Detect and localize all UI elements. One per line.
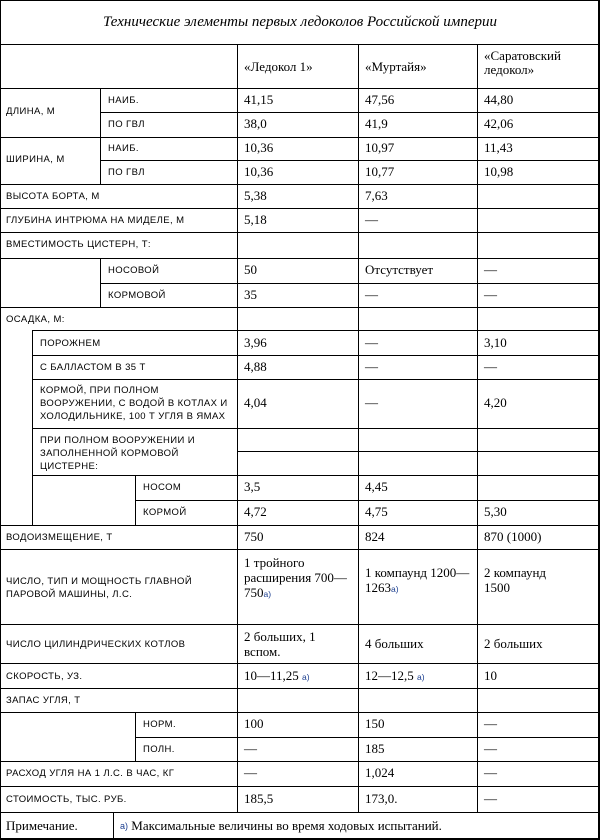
- row-divider: [0, 208, 600, 209]
- column-header-murtaya: «Муртайя»: [365, 59, 427, 74]
- row-label-displacement: ВОДОИЗМЕЩЕНИЕ, Т: [6, 532, 113, 543]
- row-sublabel: С БАЛЛАСТОМ В 35 Т: [40, 362, 146, 373]
- cell-value: 750: [244, 529, 264, 544]
- row-sublabel: НАИБ.: [108, 95, 139, 106]
- cell-value: 10,36: [244, 140, 274, 155]
- speed-value-text: 12—12,5: [365, 668, 414, 683]
- row-divider: [0, 663, 600, 664]
- row-label-board-height: ВЫСОТА БОРТА, М: [6, 191, 100, 202]
- cell-value: 3,96: [244, 335, 267, 350]
- cell-value: —: [484, 716, 497, 731]
- row-sublabel: ПО ГВЛ: [108, 119, 145, 130]
- column-divider: [113, 812, 114, 840]
- cell-value: 4,75: [365, 504, 388, 519]
- footnote-mark: a): [263, 589, 272, 599]
- cell-value: —: [484, 791, 497, 806]
- cell-value: 150: [365, 716, 385, 731]
- row-divider: [0, 137, 600, 138]
- cell-value: 50: [244, 262, 257, 277]
- row-divider: [0, 761, 600, 762]
- row-divider: [0, 786, 600, 787]
- speed-value-text: 10—11,25: [244, 668, 299, 683]
- cell-value: 10,98: [484, 164, 514, 179]
- row-sublabel: КОРМОВОЙ: [108, 290, 166, 301]
- cell-value: 3,5: [244, 479, 261, 494]
- cell-value: 173,0.: [365, 791, 398, 806]
- row-divider: [0, 258, 600, 259]
- row-label-width: ШИРИНА, М: [6, 154, 65, 165]
- cell-value: Отсутствует: [365, 262, 434, 277]
- cell-value: 100: [244, 716, 264, 731]
- cell-value: 35: [244, 287, 257, 302]
- row-divider: [100, 112, 600, 113]
- cell-value: —: [484, 359, 497, 374]
- row-sublabel: ПРИ ПОЛНОМ ВООРУЖЕНИИ И ЗАПОЛНЕННОЙ КОРМОВОЙ ЦИСТЕРНЕ:: [40, 435, 196, 472]
- row-divider: [0, 232, 600, 233]
- row-divider: [100, 283, 600, 284]
- row-label-speed: СКОРОСТЬ, УЗ.: [6, 671, 83, 682]
- cell-value: [365, 565, 470, 597]
- row-divider: [32, 355, 600, 356]
- row-divider: [135, 500, 600, 501]
- column-divider: [135, 712, 136, 761]
- column-divider: [100, 258, 101, 307]
- note-label: Примечание.: [6, 818, 78, 833]
- cell-value: 2 больших, 1 вспом.: [244, 629, 316, 659]
- footnote-mark: a): [302, 672, 310, 682]
- cell-value: 38,0: [244, 116, 267, 131]
- row-sublabel: ПОЛН.: [143, 744, 175, 755]
- column-divider: [358, 45, 359, 812]
- column-divider: [100, 88, 101, 184]
- row-divider: [32, 379, 600, 380]
- row-divider: [0, 307, 600, 308]
- cell-value: —: [365, 287, 378, 302]
- cell-value: 11,43: [484, 140, 513, 155]
- cell-value: —: [484, 765, 497, 780]
- cell-value: [244, 555, 352, 602]
- note-text: [120, 819, 442, 833]
- cell-value: —: [484, 287, 497, 302]
- cell-value: 44,80: [484, 92, 514, 107]
- cell-value: 41,9: [365, 116, 388, 131]
- cell-value: 4,20: [484, 395, 507, 410]
- row-label-draft: ОСАДКА, М:: [6, 314, 65, 325]
- engine-value-text: 1 тройного расширения 700—750: [244, 555, 347, 600]
- cell-value: 41,15: [244, 92, 274, 107]
- row-sublabel: ПО ГВЛ: [108, 167, 145, 178]
- row-divider: [237, 451, 600, 452]
- row-divider: [32, 428, 600, 429]
- cell-value: 185,5: [244, 791, 274, 806]
- row-label-tanks: ВМЕСТИМОСТЬ ЦИСТЕРН, Т:: [6, 239, 151, 250]
- cell-value: —: [365, 335, 378, 350]
- row-label-consumption: РАСХОД УГЛЯ НА 1 Л.С. В ЧАС, КГ: [6, 768, 175, 779]
- row-label-cost: СТОИМОСТЬ, ТЫС. РУБ.: [6, 794, 127, 805]
- cell-value: 5,38: [244, 188, 267, 203]
- row-divider: [32, 330, 600, 331]
- cell-value: —: [365, 395, 378, 410]
- cell-value: 10,36: [244, 164, 274, 179]
- cell-value: 3,10: [484, 335, 507, 350]
- cell-value: —: [484, 741, 497, 756]
- cell-value: 10,97: [365, 140, 395, 155]
- cell-value: 47,56: [365, 92, 395, 107]
- row-sublabel: НОРМ.: [143, 719, 177, 730]
- column-header-ledokol-1: «Ледокол 1»: [244, 59, 313, 74]
- footnote-mark: a): [120, 821, 129, 831]
- row-label-engine: ЧИСЛО, ТИП И МОЩНОСТЬ ГЛАВНОЙ ПАРОВОЙ МАШИНЫ, Л.С.: [6, 576, 193, 600]
- column-divider: [237, 45, 238, 812]
- row-sublabel: НАИБ.: [108, 143, 139, 154]
- cell-value: —: [484, 262, 497, 277]
- cell-value: 4,04: [244, 395, 267, 410]
- cell-value: 4,88: [244, 359, 267, 374]
- cell-value: 5,30: [484, 504, 507, 519]
- row-sublabel: НОСОВОЙ: [108, 265, 160, 276]
- row-divider: [135, 737, 600, 738]
- cell-value: 870 (1000): [484, 529, 542, 544]
- row-divider: [0, 184, 600, 185]
- cell-value: 5,18: [244, 212, 267, 227]
- cell-value: 185: [365, 741, 385, 756]
- cell-value: [365, 669, 425, 684]
- row-divider: [0, 812, 600, 813]
- column-divider: [477, 45, 478, 812]
- cell-value: 4,45: [365, 479, 388, 494]
- cell-value: 10: [484, 668, 497, 683]
- row-divider: [0, 624, 600, 625]
- row-sublabel: КОРМОЙ, ПРИ ПОЛНОМ ВООРУЖЕНИИ, С ВОДОЙ В КОТЛАХ И ХОЛОДИЛЬНИКЕ, 100 Т УГЛЯ В ЯМАХ: [40, 385, 228, 422]
- row-divider: [0, 688, 600, 689]
- row-divider: [100, 160, 600, 161]
- engine-value-text: 1 компаунд 1200—1263: [365, 565, 470, 595]
- row-sublabel: ПОРОЖНЕМ: [40, 338, 101, 349]
- note-body: Максимальные величины во время ходовых испытаний.: [131, 818, 442, 833]
- column-header-saratov: «Саратовский ледокол»: [484, 48, 561, 77]
- cell-value: 824: [365, 529, 385, 544]
- row-divider: [32, 475, 600, 476]
- row-divider: [0, 525, 600, 526]
- row-label-hold-depth: ГЛУБИНА ИНТРЮМА НА МИДЕЛЕ, М: [6, 215, 185, 226]
- row-label-boilers: ЧИСЛО ЦИЛИНДРИЧЕСКИХ КОТЛОВ: [6, 639, 186, 650]
- table-title: Технические элементы первых ледоколов Российской империи: [0, 0, 600, 45]
- cell-value: —: [365, 359, 378, 374]
- cell-value: 42,06: [484, 116, 514, 131]
- cell-value: 7,63: [365, 188, 388, 203]
- cell-value: —: [365, 212, 378, 227]
- cell-value: 1,024: [365, 765, 395, 780]
- cell-value: 2 больших: [484, 636, 543, 651]
- cell-value: [244, 669, 310, 684]
- row-sublabel: КОРМОЙ: [143, 507, 187, 518]
- footnote-mark: a): [391, 584, 399, 594]
- row-divider: [0, 549, 600, 550]
- cell-value: —: [244, 765, 257, 780]
- column-divider: [135, 475, 136, 525]
- row-sublabel: НОСОМ: [143, 482, 182, 493]
- row-label-coal: ЗАПАС УГЛЯ, Т: [6, 695, 81, 706]
- cell-value: 10,77: [365, 164, 395, 179]
- column-divider: [32, 330, 33, 525]
- cell-value: 4,72: [244, 504, 267, 519]
- row-divider: [0, 712, 600, 713]
- footnote-mark: a): [417, 672, 425, 682]
- cell-value: 4 больших: [365, 636, 424, 651]
- cell-value: —: [244, 741, 257, 756]
- row-divider: [0, 88, 600, 89]
- cell-value: 2 компаунд 1500: [484, 565, 547, 595]
- row-label-length: ДЛИНА, М: [6, 106, 56, 117]
